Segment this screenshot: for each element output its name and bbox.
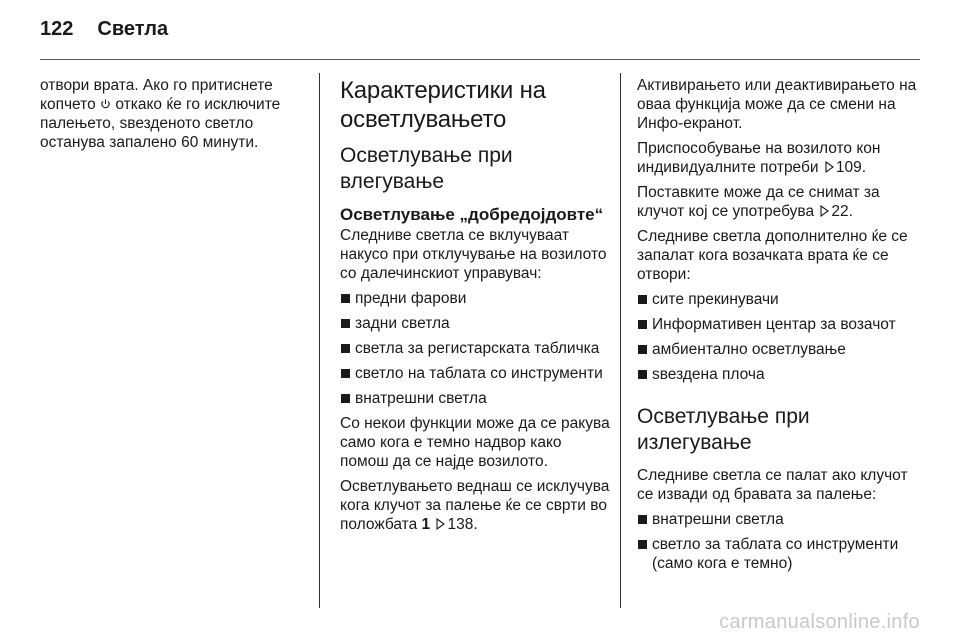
column-1: [40, 76, 312, 158]
power-button-icon: [100, 98, 111, 110]
page-reference[interactable]: 138.: [447, 516, 478, 533]
reference-arrow-icon[interactable]: [825, 161, 834, 173]
page-reference[interactable]: 22.: [831, 203, 853, 220]
paragraph: Активирањето или деактивирањето на оваа функција може да се смени на Инфо-екранот.: [637, 77, 917, 132]
paragraph: отвори врата. Ако го притиснете копчето откако ќе го исключите палењето, ѕвезденото светло останува запалено 60 минути.: [40, 77, 281, 151]
column-2: [340, 76, 612, 540]
paragraph: Следниве светла дополнително ќе се запалат кога возачката врата ќе се отвори:: [637, 228, 908, 283]
column-3: [637, 76, 922, 579]
topic-heading: Осветлување „добредојдовте“: [340, 205, 604, 224]
list-item: ѕвездена плоча: [637, 365, 922, 384]
column-divider-1: [319, 73, 320, 608]
page-title: Светла: [97, 18, 169, 40]
watermark: carmanualsonline.info: [719, 611, 920, 633]
paragraph: Осветлувањето веднаш се исклучува кога клучот за палење ќе се сврти во положбата 1 138.: [340, 478, 610, 533]
reference-arrow-icon[interactable]: [436, 518, 445, 530]
list-item: внатрешни светла: [340, 389, 612, 408]
subsection-heading: Осветлување при излегување: [637, 405, 810, 454]
bullet-list: [637, 290, 922, 384]
list-item: светла за регистарската табличка: [340, 339, 612, 358]
paragraph: Приспособување на возилото кон индивидуалните потреби 109.: [637, 140, 881, 176]
page-reference[interactable]: 109.: [835, 159, 867, 176]
list-item: предни фарови: [340, 289, 612, 308]
page-header: [40, 18, 168, 48]
paragraph: Следниве светла се вклучуваат накусо при отклучување на возилото со далечинскиот управувач:: [340, 227, 607, 282]
paragraph: Со некои функции може да се ракува само кога е темно надвор како помош да се најде возилото.: [340, 415, 610, 470]
list-item: сите прекинувачи: [637, 290, 922, 309]
subsection-heading: Осветлување при влегување: [340, 144, 513, 193]
column-divider-2: [620, 73, 621, 608]
bullet-list: [340, 289, 612, 408]
reference-arrow-icon[interactable]: [820, 205, 829, 217]
header-rule: [40, 59, 920, 60]
list-item: внатрешни светла: [637, 510, 922, 529]
list-item: задни светла: [340, 314, 612, 333]
paragraph: Поставките може да се снимат за клучот кој се употребува 22.: [637, 184, 880, 220]
paragraph: Следниве светла се палат ако клучот се извади од бравата за палење:: [637, 467, 908, 503]
section-heading: Карактеристики на осветлувањето: [340, 77, 546, 133]
list-item: амбиентално осветлување: [637, 340, 922, 359]
bullet-list: [637, 510, 922, 573]
list-item: светло за таблата со инструменти (само кога е темно): [637, 535, 922, 573]
list-item: светло на таблата со инструменти: [340, 364, 612, 383]
key-position: 1: [421, 516, 431, 533]
page-number: 122: [40, 18, 74, 40]
list-item: Информативен центар за возачот: [637, 315, 922, 334]
